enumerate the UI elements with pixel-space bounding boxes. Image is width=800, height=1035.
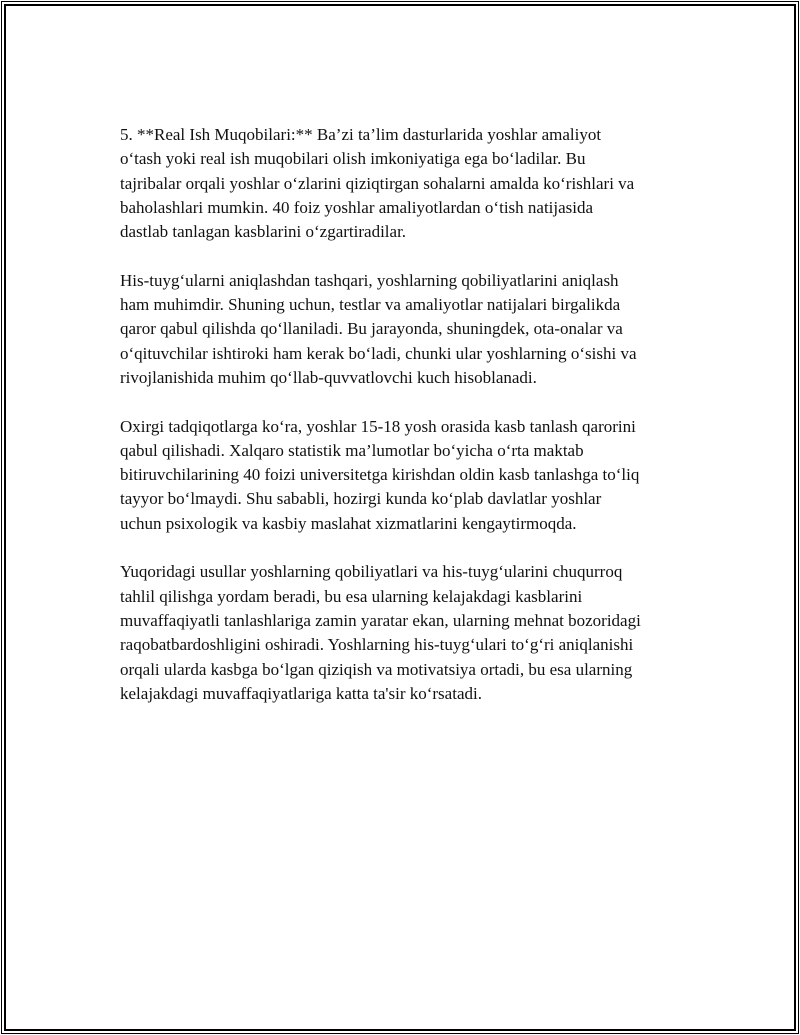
text-line: rivojlanishida muhim qo‘llab-quvvatlovchi kuch hisoblanadi. (120, 367, 537, 387)
text-line: uchun psixologik va kasbiy maslahat xizmatlarini kengaytirmoqda. (120, 513, 577, 533)
text-line: orqali ularda kasbga bo‘lgan qiziqish va motivatsiya ortadi, bu esa ularning (120, 659, 633, 679)
text-line: ham muhimdir. Shuning uchun, testlar va amaliyotlar natijalari birgalikda (120, 295, 621, 315)
text-line: qabul qilishadi. Xalqaro statistik ma’lumotlar bo‘yicha o‘rta maktab (120, 440, 584, 460)
text-line: Yuqoridagi usullar yoshlarning qobiliyatlari va his-tuyg‘ularini chuqurroq (120, 562, 623, 582)
paragraph-qobiliyatlar (120, 269, 710, 390)
text-line: tayyor bo‘lmaydi. Shu sababli, hozirgi kunda ko‘plab davlatlar yoshlar (120, 489, 602, 509)
text-line: muvaffaqiyatli tanlashlariga zamin yaratar ekan, ularning mehnat bozoridagi (120, 610, 641, 630)
text-line: qaror qabul qilishda qo‘llaniladi. Bu jarayonda, shuningdek, ota-onalar va (120, 319, 623, 339)
text-line: bitiruvchilarining 40 foizi universitetga kirishdan oldin kasb tanlashga to‘liq (120, 465, 640, 485)
text-line: tajribalar orqali yoshlar o‘zlarini qiziqtirgan sohalarni amalda ko‘rishlari va (120, 173, 635, 193)
document-body (120, 123, 710, 730)
text-line: Oxirgi tadqiqotlarga ko‘ra, yoshlar 15-18 yosh orasida kasb tanlash qarorini (120, 416, 636, 436)
text-line: o‘tash yoki real ish muqobilari olish imkoniyatiga ega bo‘ladilar. Bu (120, 149, 586, 169)
text-line: o‘qituvchilar ishtiroki ham kerak bo‘ladi, chunki ular yoshlarning o‘sishi va (120, 343, 637, 363)
text-line: His-tuyg‘ularni aniqlashdan tashqari, yoshlarning qobiliyatlarini aniqlash (120, 270, 619, 290)
text-line: raqobatbardoshligini oshiradi. Yoshlarning his-tuyg‘ulari to‘g‘ri aniqlanishi (120, 635, 634, 655)
document-page (4, 4, 796, 1031)
paragraph-xulosa (120, 560, 710, 706)
text-line: 5. **Real Ish Muqobilari:** Ba’zi ta’lim dasturlarida yoshlar amaliyot (120, 125, 602, 144)
paragraph-real-ish-muqobilari (120, 123, 710, 244)
text-line: dastlab tanlagan kasblarini o‘zgartiradilar. (120, 222, 407, 242)
paragraph-tadqiqotlar (120, 415, 710, 536)
text-line: kelajakdagi muvaffaqiyatlariga katta ta'sir ko‘rsatadi. (120, 683, 482, 703)
text-line: baholashlari mumkin. 40 foiz yoshlar amaliyotlardan o‘tish natijasida (120, 197, 594, 217)
text-line: tahlil qilishga yordam beradi, bu esa ularning kelajakdagi kasblarini (120, 586, 583, 606)
